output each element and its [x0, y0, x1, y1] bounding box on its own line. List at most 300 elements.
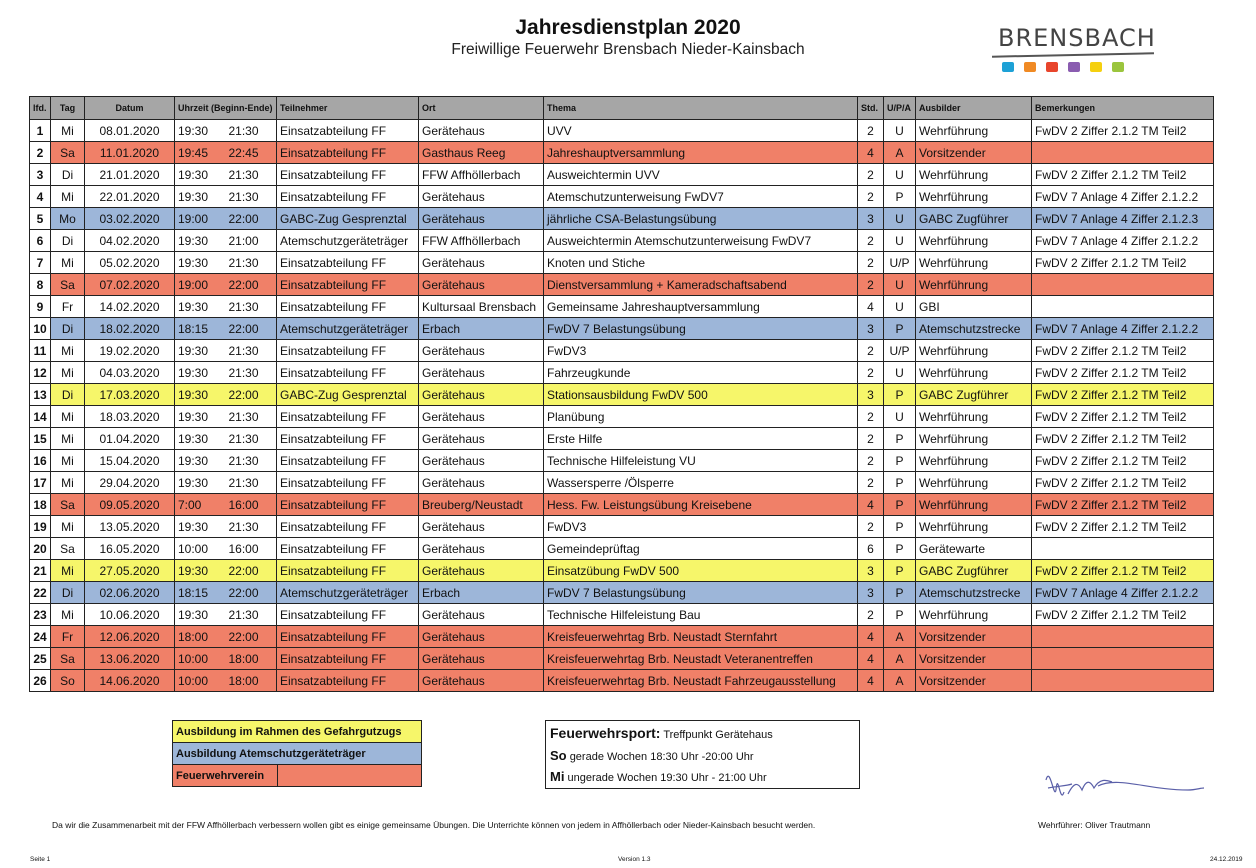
cell-bemerkungen — [1032, 142, 1214, 164]
logo-dot — [1046, 62, 1058, 72]
cell-datum: 29.04.2020 — [85, 472, 175, 494]
cell-lfd: 25 — [30, 648, 51, 670]
cell-tag: Mi — [51, 428, 85, 450]
cell-time-start: 19:30 — [175, 428, 226, 450]
cell-upa: P — [884, 582, 916, 604]
cell-time-end: 22:00 — [226, 560, 277, 582]
cell-thema: FwDV3 — [544, 516, 858, 538]
sport-day-mi: Mi — [550, 769, 565, 784]
cell-thema: Technische Hilfeleistung VU — [544, 450, 858, 472]
cell-std: 6 — [858, 538, 884, 560]
cell-ort: Gerätehaus — [419, 208, 544, 230]
col-header-uhrzeit: Uhrzeit (Beginn-Ende) — [175, 97, 277, 120]
cell-teilnehmer: GABC-Zug Gesprenztal — [277, 384, 419, 406]
col-header-lfd: lfd. — [30, 97, 51, 120]
cell-bemerkungen: FwDV 2 Ziffer 2.1.2 TM Teil2 — [1032, 252, 1214, 274]
cell-ort: FFW Affhöllerbach — [419, 230, 544, 252]
cell-tag: Mi — [51, 406, 85, 428]
cell-ort: Gerätehaus — [419, 384, 544, 406]
table-row — [30, 340, 1214, 362]
cell-lfd: 6 — [30, 230, 51, 252]
cell-time-start: 19:30 — [175, 472, 226, 494]
cell-upa: U — [884, 406, 916, 428]
cell-time-start: 19:30 — [175, 120, 226, 142]
cell-thema: Technische Hilfeleistung Bau — [544, 604, 858, 626]
cell-upa: P — [884, 516, 916, 538]
cell-bemerkungen: FwDV 7 Anlage 4 Ziffer 2.1.2.2 — [1032, 230, 1214, 252]
table-row — [30, 450, 1214, 472]
cell-ausbilder: GABC Zugführer — [916, 560, 1032, 582]
cell-tag: Di — [51, 582, 85, 604]
cell-ort: Gerätehaus — [419, 626, 544, 648]
cell-lfd: 2 — [30, 142, 51, 164]
table-row — [30, 362, 1214, 384]
cell-datum: 18.02.2020 — [85, 318, 175, 340]
cell-time-start: 18:15 — [175, 318, 226, 340]
cell-time-end: 21:30 — [226, 164, 277, 186]
signature-image — [1038, 760, 1208, 810]
cell-thema: Knoten und Stiche — [544, 252, 858, 274]
table-row — [30, 582, 1214, 604]
table-row — [30, 604, 1214, 626]
cell-datum: 27.05.2020 — [85, 560, 175, 582]
cell-upa: U/P — [884, 340, 916, 362]
cell-datum: 16.05.2020 — [85, 538, 175, 560]
cell-upa: P — [884, 186, 916, 208]
cell-thema: jährliche CSA-Belastungsübung — [544, 208, 858, 230]
cell-upa: U — [884, 230, 916, 252]
cell-ausbilder: Wehrführung — [916, 428, 1032, 450]
cell-upa: U/P — [884, 252, 916, 274]
table-row — [30, 120, 1214, 142]
cell-thema: Fahrzeugkunde — [544, 362, 858, 384]
cell-datum: 09.05.2020 — [85, 494, 175, 516]
feuerwehrsport-box — [545, 720, 860, 789]
cell-bemerkungen: FwDV 2 Ziffer 2.1.2 TM Teil2 — [1032, 340, 1214, 362]
cell-std: 2 — [858, 472, 884, 494]
cell-time-start: 10:00 — [175, 538, 226, 560]
cell-lfd: 3 — [30, 164, 51, 186]
cell-std: 2 — [858, 604, 884, 626]
cell-datum: 04.02.2020 — [85, 230, 175, 252]
cell-upa: A — [884, 670, 916, 692]
table-row — [30, 318, 1214, 340]
col-header-ort: Ort — [419, 97, 544, 120]
cell-time-end: 22:00 — [226, 274, 277, 296]
table-row — [30, 164, 1214, 186]
cell-time-end: 21:30 — [226, 252, 277, 274]
cell-ort: Gerätehaus — [419, 670, 544, 692]
cell-bemerkungen: FwDV 7 Anlage 4 Ziffer 2.1.2.2 — [1032, 318, 1214, 340]
cell-lfd: 9 — [30, 296, 51, 318]
cell-tag: Mi — [51, 450, 85, 472]
cell-lfd: 8 — [30, 274, 51, 296]
cell-time-start: 19:30 — [175, 340, 226, 362]
cell-teilnehmer: Einsatzabteilung FF — [277, 340, 419, 362]
page-subtitle: Freiwillige Feuerwehr Brensbach Nieder-Kainsbach — [451, 41, 805, 58]
cell-std: 2 — [858, 340, 884, 362]
cell-bemerkungen — [1032, 538, 1214, 560]
cell-lfd: 11 — [30, 340, 51, 362]
cell-ort: Gerätehaus — [419, 406, 544, 428]
cell-time-start: 18:00 — [175, 626, 226, 648]
cell-datum: 14.06.2020 — [85, 670, 175, 692]
cell-ausbilder: Wehrführung — [916, 472, 1032, 494]
table-row — [30, 384, 1214, 406]
cell-std: 2 — [858, 362, 884, 384]
cell-std: 4 — [858, 494, 884, 516]
sport-day-so: So — [550, 748, 567, 763]
cell-teilnehmer: Einsatzabteilung FF — [277, 252, 419, 274]
cell-datum: 03.02.2020 — [85, 208, 175, 230]
sport-title: Feuerwehrsport: — [550, 725, 661, 741]
table-row — [30, 252, 1214, 274]
footer-version: Version 1.3 — [618, 856, 651, 863]
cell-ort: Kultursaal Brensbach — [419, 296, 544, 318]
cell-time-end: 21:30 — [226, 472, 277, 494]
cell-ausbilder: Atemschutzstrecke — [916, 582, 1032, 604]
cell-tag: Di — [51, 230, 85, 252]
cell-lfd: 10 — [30, 318, 51, 340]
cell-ausbilder: Wehrführung — [916, 340, 1032, 362]
cell-bemerkungen: FwDV 2 Ziffer 2.1.2 TM Teil2 — [1032, 428, 1214, 450]
cell-time-end: 18:00 — [226, 648, 277, 670]
cell-teilnehmer: Einsatzabteilung FF — [277, 362, 419, 384]
cell-teilnehmer: Einsatzabteilung FF — [277, 670, 419, 692]
cell-time-start: 19:30 — [175, 406, 226, 428]
cell-time-end: 22:00 — [226, 384, 277, 406]
table-row — [30, 428, 1214, 450]
table-row — [30, 560, 1214, 582]
cell-ort: Gasthaus Reeg — [419, 142, 544, 164]
cell-ort: Gerätehaus — [419, 252, 544, 274]
legend-verein: Feuerwehrverein — [173, 765, 278, 787]
cell-time-start: 19:30 — [175, 516, 226, 538]
cell-thema: Planübung — [544, 406, 858, 428]
cell-std: 2 — [858, 164, 884, 186]
cell-tag: Fr — [51, 626, 85, 648]
cell-tag: Mi — [51, 186, 85, 208]
cell-lfd: 24 — [30, 626, 51, 648]
cell-teilnehmer: Einsatzabteilung FF — [277, 494, 419, 516]
cell-thema: Gemeindeprüftag — [544, 538, 858, 560]
cell-tag: Mi — [51, 252, 85, 274]
col-header-std: Std. — [858, 97, 884, 120]
cell-std: 4 — [858, 648, 884, 670]
cell-datum: 01.04.2020 — [85, 428, 175, 450]
cell-upa: U — [884, 296, 916, 318]
cell-time-end: 21:30 — [226, 362, 277, 384]
cell-thema: Ausweichtermin Atemschutzunterweisung FwDV7 — [544, 230, 858, 252]
table-header-row — [30, 97, 1214, 120]
cell-teilnehmer: Einsatzabteilung FF — [277, 186, 419, 208]
cell-std: 4 — [858, 142, 884, 164]
cell-std: 2 — [858, 274, 884, 296]
cell-teilnehmer: Einsatzabteilung FF — [277, 450, 419, 472]
cell-thema: FwDV 7 Belastungsübung — [544, 582, 858, 604]
cell-std: 4 — [858, 296, 884, 318]
cell-lfd: 26 — [30, 670, 51, 692]
cell-datum: 13.05.2020 — [85, 516, 175, 538]
cell-ort: Erbach — [419, 582, 544, 604]
cell-thema: Hess. Fw. Leistungsübung Kreisebene — [544, 494, 858, 516]
table-row — [30, 670, 1214, 692]
cell-ort: Gerätehaus — [419, 450, 544, 472]
cell-upa: P — [884, 604, 916, 626]
cell-time-end: 22:00 — [226, 208, 277, 230]
cell-teilnehmer: Atemschutzgeräteträger — [277, 318, 419, 340]
cell-datum: 08.01.2020 — [85, 120, 175, 142]
cell-time-start: 7:00 — [175, 494, 226, 516]
table-row — [30, 626, 1214, 648]
schedule-body — [30, 120, 1214, 692]
cell-ort: Gerätehaus — [419, 428, 544, 450]
table-row — [30, 208, 1214, 230]
cell-std: 2 — [858, 428, 884, 450]
cell-thema: UVV — [544, 120, 858, 142]
table-row — [30, 516, 1214, 538]
table-row — [30, 230, 1214, 252]
logo-text: BRENSBACH — [998, 24, 1156, 52]
cell-std: 4 — [858, 626, 884, 648]
cell-ausbilder: Wehrführung — [916, 120, 1032, 142]
cell-thema: Kreisfeuerwehrtag Brb. Neustadt Sternfahrt — [544, 626, 858, 648]
cell-teilnehmer: Einsatzabteilung FF — [277, 626, 419, 648]
cell-thema: Jahreshauptversammlung — [544, 142, 858, 164]
cell-tag: Mi — [51, 340, 85, 362]
footer-note: Da wir die Zusammenarbeit mit der FFW Affhöllerbach verbessern wollen gibt es einige gemeinsame Übungen. Die Unterrichte können von jedem in Affhöllerbach oder Nieder-Kainsbach besucht werden. — [52, 820, 816, 830]
cell-tag: Mi — [51, 560, 85, 582]
table-row — [30, 274, 1214, 296]
cell-ausbilder: Vorsitzender — [916, 142, 1032, 164]
cell-lfd: 21 — [30, 560, 51, 582]
cell-ort: Gerätehaus — [419, 538, 544, 560]
cell-ausbilder: Wehrführung — [916, 362, 1032, 384]
col-header-teilnehmer: Teilnehmer — [277, 97, 419, 120]
cell-bemerkungen: FwDV 7 Anlage 4 Ziffer 2.1.2.2 — [1032, 186, 1214, 208]
cell-tag: Mi — [51, 472, 85, 494]
cell-bemerkungen: FwDV 2 Ziffer 2.1.2 TM Teil2 — [1032, 494, 1214, 516]
cell-lfd: 22 — [30, 582, 51, 604]
cell-teilnehmer: Einsatzabteilung FF — [277, 428, 419, 450]
cell-bemerkungen: FwDV 2 Ziffer 2.1.2 TM Teil2 — [1032, 406, 1214, 428]
cell-time-start: 19:30 — [175, 186, 226, 208]
cell-datum: 07.02.2020 — [85, 274, 175, 296]
logo-color-dots — [1002, 62, 1124, 72]
cell-ort: Gerätehaus — [419, 560, 544, 582]
cell-teilnehmer: Einsatzabteilung FF — [277, 472, 419, 494]
col-header-datum: Datum — [85, 97, 175, 120]
cell-bemerkungen — [1032, 296, 1214, 318]
cell-time-start: 18:15 — [175, 582, 226, 604]
legend-atemschutz: Ausbildung Atemschutzgeräteträger — [173, 743, 422, 765]
col-header-thema: Thema — [544, 97, 858, 120]
cell-time-start: 19:30 — [175, 252, 226, 274]
cell-tag: Di — [51, 164, 85, 186]
cell-lfd: 23 — [30, 604, 51, 626]
cell-std: 3 — [858, 318, 884, 340]
cell-ausbilder: GBI — [916, 296, 1032, 318]
cell-upa: A — [884, 142, 916, 164]
cell-time-start: 19:45 — [175, 142, 226, 164]
logo-dot — [1068, 62, 1080, 72]
cell-lfd: 18 — [30, 494, 51, 516]
cell-upa: P — [884, 560, 916, 582]
cell-ort: Gerätehaus — [419, 340, 544, 362]
table-row — [30, 494, 1214, 516]
cell-std: 3 — [858, 560, 884, 582]
cell-time-end: 22:45 — [226, 142, 277, 164]
cell-time-end: 21:30 — [226, 120, 277, 142]
cell-datum: 18.03.2020 — [85, 406, 175, 428]
cell-lfd: 17 — [30, 472, 51, 494]
cell-tag: Sa — [51, 274, 85, 296]
cell-ausbilder: Wehrführung — [916, 516, 1032, 538]
cell-bemerkungen — [1032, 626, 1214, 648]
cell-teilnehmer: Einsatzabteilung FF — [277, 164, 419, 186]
cell-bemerkungen: FwDV 7 Anlage 4 Ziffer 2.1.2.3 — [1032, 208, 1214, 230]
cell-thema: Kreisfeuerwehrtag Brb. Neustadt Fahrzeugausstellung — [544, 670, 858, 692]
cell-teilnehmer: Einsatzabteilung FF — [277, 406, 419, 428]
cell-upa: P — [884, 428, 916, 450]
cell-thema: Atemschutzunterweisung FwDV7 — [544, 186, 858, 208]
legend-gefahrgut: Ausbildung im Rahmen des Gefahrgutzugs — [173, 721, 422, 743]
cell-teilnehmer: Einsatzabteilung FF — [277, 274, 419, 296]
cell-std: 2 — [858, 406, 884, 428]
cell-time-start: 19:30 — [175, 230, 226, 252]
cell-tag: Mi — [51, 604, 85, 626]
table-row — [30, 472, 1214, 494]
cell-teilnehmer: Einsatzabteilung FF — [277, 516, 419, 538]
cell-bemerkungen: FwDV 2 Ziffer 2.1.2 TM Teil2 — [1032, 362, 1214, 384]
schedule-table — [29, 96, 1214, 692]
cell-ort: FFW Affhöllerbach — [419, 164, 544, 186]
cell-std: 4 — [858, 670, 884, 692]
cell-lfd: 14 — [30, 406, 51, 428]
cell-upa: U — [884, 120, 916, 142]
page-title: Jahresdienstplan 2020 — [515, 16, 741, 39]
cell-time-start: 19:30 — [175, 164, 226, 186]
cell-bemerkungen: FwDV 2 Ziffer 2.1.2 TM Teil2 — [1032, 472, 1214, 494]
col-header-upa: U/P/A — [884, 97, 916, 120]
cell-datum: 21.01.2020 — [85, 164, 175, 186]
col-header-ausbilder: Ausbilder — [916, 97, 1032, 120]
cell-time-start: 19:30 — [175, 450, 226, 472]
cell-time-end: 21:30 — [226, 450, 277, 472]
cell-ort: Breuberg/Neustadt — [419, 494, 544, 516]
cell-upa: A — [884, 626, 916, 648]
cell-bemerkungen: FwDV 2 Ziffer 2.1.2 TM Teil2 — [1032, 604, 1214, 626]
cell-bemerkungen: FwDV 2 Ziffer 2.1.2 TM Teil2 — [1032, 384, 1214, 406]
cell-tag: Sa — [51, 648, 85, 670]
cell-teilnehmer: Einsatzabteilung FF — [277, 538, 419, 560]
cell-upa: A — [884, 648, 916, 670]
cell-lfd: 20 — [30, 538, 51, 560]
cell-lfd: 13 — [30, 384, 51, 406]
cell-ausbilder: Wehrführung — [916, 494, 1032, 516]
cell-upa: P — [884, 318, 916, 340]
cell-time-end: 21:30 — [226, 186, 277, 208]
cell-teilnehmer: Einsatzabteilung FF — [277, 560, 419, 582]
cell-ausbilder: Wehrführung — [916, 186, 1032, 208]
cell-tag: Sa — [51, 142, 85, 164]
cell-time-end: 21:30 — [226, 406, 277, 428]
cell-datum: 02.06.2020 — [85, 582, 175, 604]
cell-time-start: 19:00 — [175, 274, 226, 296]
cell-std: 2 — [858, 450, 884, 472]
table-row — [30, 406, 1214, 428]
sport-title-note: Treffpunkt Gerätehaus — [663, 729, 773, 741]
cell-time-end: 21:00 — [226, 230, 277, 252]
cell-upa: P — [884, 494, 916, 516]
cell-time-end: 16:00 — [226, 494, 277, 516]
cell-teilnehmer: Einsatzabteilung FF — [277, 120, 419, 142]
cell-time-start: 10:00 — [175, 648, 226, 670]
cell-datum: 19.02.2020 — [85, 340, 175, 362]
cell-ausbilder: GABC Zugführer — [916, 384, 1032, 406]
logo-dot — [1112, 62, 1124, 72]
cell-upa: P — [884, 450, 916, 472]
cell-upa: P — [884, 472, 916, 494]
cell-time-start: 10:00 — [175, 670, 226, 692]
cell-ort: Gerätehaus — [419, 472, 544, 494]
cell-ort: Erbach — [419, 318, 544, 340]
cell-teilnehmer: Einsatzabteilung FF — [277, 296, 419, 318]
cell-ort: Gerätehaus — [419, 604, 544, 626]
sport-line-so: gerade Wochen 18:30 Uhr -20:00 Uhr — [569, 751, 754, 763]
cell-tag: Di — [51, 318, 85, 340]
cell-time-end: 21:30 — [226, 604, 277, 626]
cell-bemerkungen: FwDV 2 Ziffer 2.1.2 TM Teil2 — [1032, 516, 1214, 538]
cell-std: 3 — [858, 582, 884, 604]
col-header-bemerkungen: Bemerkungen — [1032, 97, 1214, 120]
cell-teilnehmer: Atemschutzgeräteträger — [277, 582, 419, 604]
cell-std: 2 — [858, 120, 884, 142]
logo-dot — [1002, 62, 1014, 72]
cell-lfd: 4 — [30, 186, 51, 208]
cell-lfd: 19 — [30, 516, 51, 538]
cell-upa: P — [884, 384, 916, 406]
cell-bemerkungen: FwDV 7 Anlage 4 Ziffer 2.1.2.2 — [1032, 582, 1214, 604]
cell-ort: Gerätehaus — [419, 120, 544, 142]
cell-ausbilder: Atemschutzstrecke — [916, 318, 1032, 340]
cell-thema: FwDV3 — [544, 340, 858, 362]
table-row — [30, 296, 1214, 318]
cell-thema: Gemeinsame Jahreshauptversammlung — [544, 296, 858, 318]
cell-time-end: 21:30 — [226, 340, 277, 362]
cell-ausbilder: Wehrführung — [916, 274, 1032, 296]
cell-datum: 05.02.2020 — [85, 252, 175, 274]
cell-datum: 15.04.2020 — [85, 450, 175, 472]
cell-teilnehmer: Einsatzabteilung FF — [277, 142, 419, 164]
cell-time-end: 21:30 — [226, 428, 277, 450]
cell-lfd: 5 — [30, 208, 51, 230]
cell-upa: U — [884, 274, 916, 296]
cell-datum: 14.02.2020 — [85, 296, 175, 318]
cell-bemerkungen: FwDV 2 Ziffer 2.1.2 TM Teil2 — [1032, 164, 1214, 186]
cell-time-start: 19:30 — [175, 384, 226, 406]
cell-time-end: 16:00 — [226, 538, 277, 560]
cell-std: 3 — [858, 384, 884, 406]
cell-upa: P — [884, 538, 916, 560]
cell-ausbilder: Wehrführung — [916, 164, 1032, 186]
col-header-tag: Tag — [51, 97, 85, 120]
cell-ausbilder: GABC Zugführer — [916, 208, 1032, 230]
logo-dot — [1024, 62, 1036, 72]
table-row — [30, 142, 1214, 164]
cell-time-end: 22:00 — [226, 626, 277, 648]
cell-time-start: 19:30 — [175, 604, 226, 626]
